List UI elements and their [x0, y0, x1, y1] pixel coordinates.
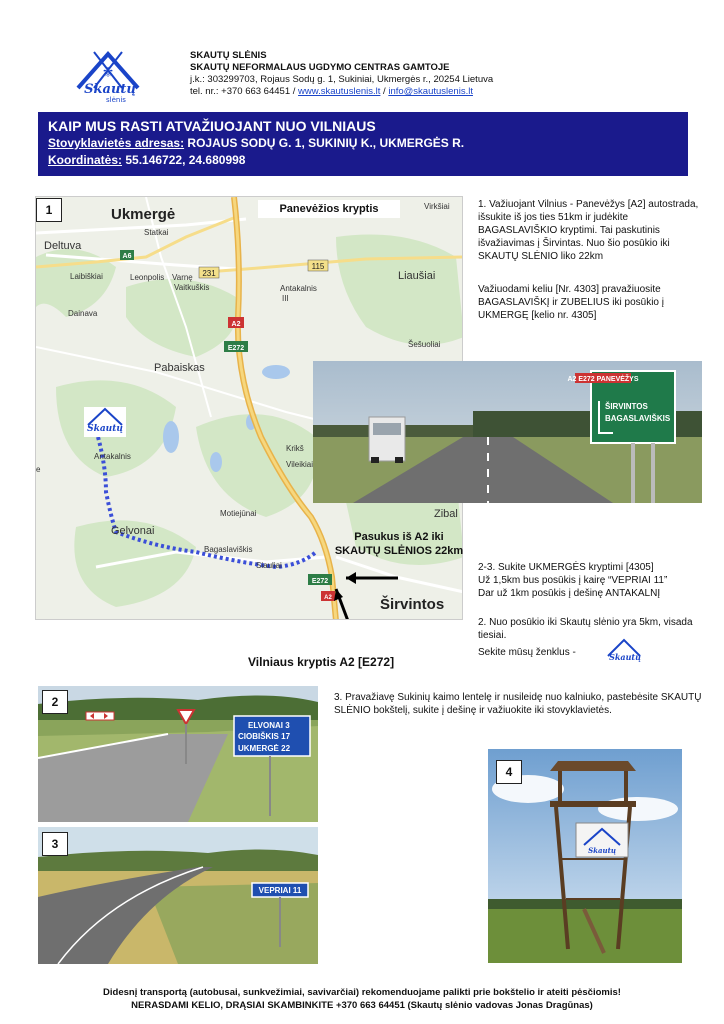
org-full-name: SKAUTŲ NEFORMALAUS UGDYMO CENTRAS GAMTOJE [190, 62, 450, 73]
photo2-number-badge: 2 [42, 690, 68, 714]
step23-text: 2-3. Sukite UKMERGĖS kryptimi [4305] Už 1,5km bus posūkis į kairę “VEPRIAI 11” Dar už 1km posūkis į dešinę ANTAKALNĮ [478, 562, 668, 599]
svg-text:Deltuva: Deltuva [44, 240, 82, 252]
step2-follow: Sekite mūsų ženklus - [478, 647, 576, 658]
sign2-line1: ELVONAI 3 [248, 721, 290, 730]
svg-text:Gelvonai: Gelvonai [111, 525, 155, 537]
svg-text:A6: A6 [122, 253, 132, 260]
svg-text:Statkai: Statkai [144, 228, 169, 237]
direction-top-label: Panevėžios kryptis [258, 200, 400, 218]
footer [0, 986, 724, 1012]
road-sign-photo [313, 361, 702, 503]
svg-text:Liaušiai: Liaušiai [398, 270, 436, 282]
email-link[interactable]: info@skautuslenis.lt [388, 86, 473, 97]
footer-line1: Didesnį transportą (autobusai, sunkvežimiai, savivarčiai) rekomenduojame palikti prie bokštelio ir ateiti pėsčiomis! [103, 987, 621, 998]
separator: / [380, 86, 389, 97]
svg-text:115: 115 [311, 262, 325, 271]
footer-line2: NERASDAMI KELIO, DRĄSIAI SKAMBINKITE +370 663 64451 (Skautų slėnio vadovas Jonas Dragūnas) [131, 1000, 593, 1011]
svg-text:Vaitkuškis: Vaitkuškis [174, 283, 210, 292]
svg-text:⚜: ⚜ [101, 65, 115, 81]
website-link[interactable]: www.skautuslenis.lt [298, 86, 381, 97]
step2-text: 2. Nuo posūkio iki Skautų slėnio yra 5km, visada tiesiai. [478, 617, 693, 641]
address-value: ROJAUS SODŲ G. 1, SUKINIŲ K., UKMERGĖS R. [184, 136, 465, 150]
svg-text:Zibal: Zibal [434, 508, 458, 520]
svg-text:slėnis: slėnis [106, 96, 126, 104]
address-line [48, 135, 678, 152]
step3-text: 3. Pravažiavę Sukinių kaimo lentelę ir nusileidę nuo kalniuko, pastebėsite SKAUTŲ SLĖNIO bokštelį, sukite į dešinę ir važiuokite iki stovyklavietės. [334, 692, 702, 716]
svg-text:Krikš: Krikš [286, 444, 304, 453]
sign2-line3: UKMERGĖ 22 [238, 744, 291, 753]
svg-text:Antakalnis: Antakalnis [94, 452, 131, 461]
svg-text:Skautų: Skautų [87, 424, 123, 434]
org-name: SKAUTŲ SLĖNIS [190, 50, 267, 61]
svg-text:E272: E272 [227, 345, 245, 352]
coords-line [48, 152, 678, 169]
turn-label: Pasukus iš A2 iki SKAUTŲ SLĖNIOS 22km [334, 531, 464, 557]
svg-text:E272: E272 [311, 578, 329, 585]
svg-text:A2: A2 [231, 321, 241, 328]
organization-info [190, 50, 493, 98]
sign1-top: A2 E272 PANEVĖŽYS [567, 376, 639, 383]
coords-label: Koordinatės: [48, 153, 123, 167]
svg-text:Širvintos: Širvintos [380, 596, 445, 613]
page-title: KAIP MUS RASTI ATVAŽIUOJANT NUO VILNIAUS [48, 118, 376, 134]
vepriai-sign-photo [38, 827, 318, 964]
contact-line [190, 86, 493, 98]
svg-text:Motiejūnai: Motiejūnai [220, 509, 257, 518]
direction-bottom-label: Vilniaus kryptis A2 [E272] [248, 655, 395, 669]
svg-text:Ukmergė: Ukmergė [111, 206, 176, 223]
junction-photo [38, 686, 318, 822]
svg-text:Skautų: Skautų [609, 652, 641, 662]
svg-text:Dainava: Dainava [68, 309, 98, 318]
svg-text:Skautų: Skautų [588, 846, 616, 855]
svg-text:Skautų: Skautų [84, 82, 136, 97]
sign1-line1: ŠIRVINTOS [605, 402, 648, 411]
address-label: Stovyklavietės adresas: [48, 136, 185, 150]
svg-text:Laibiškiai: Laibiškiai [70, 272, 103, 281]
svg-text:Varnę: Varnę [172, 273, 193, 282]
title-banner [38, 112, 688, 176]
step1-text: 1. Važiuojant Vilnius - Panevėžys [A2] autostrada, išsukite iš jos ties 51km ir judėkite BAGASLAVIŠKIO kryptimi. Tai paskutinis išvažiavimas į Širvintas. Nuo šio posūkio iki SKAUTŲ SLĖNIO liko 22km [478, 199, 699, 262]
logo [70, 48, 146, 104]
svg-text:Siauliai: Siauliai [256, 561, 282, 570]
svg-text:A2: A2 [324, 595, 332, 601]
svg-text:Pabaiskas: Pabaiskas [154, 362, 205, 374]
svg-text:Virkšiai: Virkšiai [424, 202, 450, 211]
svg-text:Šešuoliai: Šešuoliai [408, 340, 441, 349]
svg-text:III: III [282, 294, 289, 303]
sign2-line2: CIOBIŠKIS 17 [238, 732, 291, 741]
step1-text2: Važiuodami keliu [Nr. 4303] pravažiuosite BAGASLAVIŠKĮ ir ZUBELIUS iki posūkio į UKMERGĘ [kelio nr. 4305] [478, 284, 664, 321]
svg-text:Vileikiai: Vileikiai [286, 460, 313, 469]
coords-value: 55.146722, 24.680998 [122, 153, 246, 167]
org-details: j.k.: 303299703, Rojaus Sodų g. 1, Sukiniai, Ukmergės r., 20254 Lietuva [190, 74, 494, 85]
sign3-text: VEPRIAI 11 [258, 886, 302, 895]
svg-text:Leonpolis: Leonpolis [130, 273, 165, 282]
map-number-badge: 1 [36, 198, 62, 222]
photo3-number-badge: 3 [42, 832, 68, 856]
photo4-number-badge: 4 [496, 760, 522, 784]
svg-text:Bagaslaviškis: Bagaslaviškis [204, 545, 253, 554]
sign1-line2: BAGASLAVIŠKIS [605, 414, 671, 423]
svg-text:Antakalnis: Antakalnis [280, 284, 317, 293]
svg-text:231: 231 [202, 269, 216, 278]
small-logo-icon [604, 638, 644, 664]
svg-text:e: e [36, 465, 41, 474]
phone: tel. nr.: +370 663 64451 / [190, 86, 299, 97]
